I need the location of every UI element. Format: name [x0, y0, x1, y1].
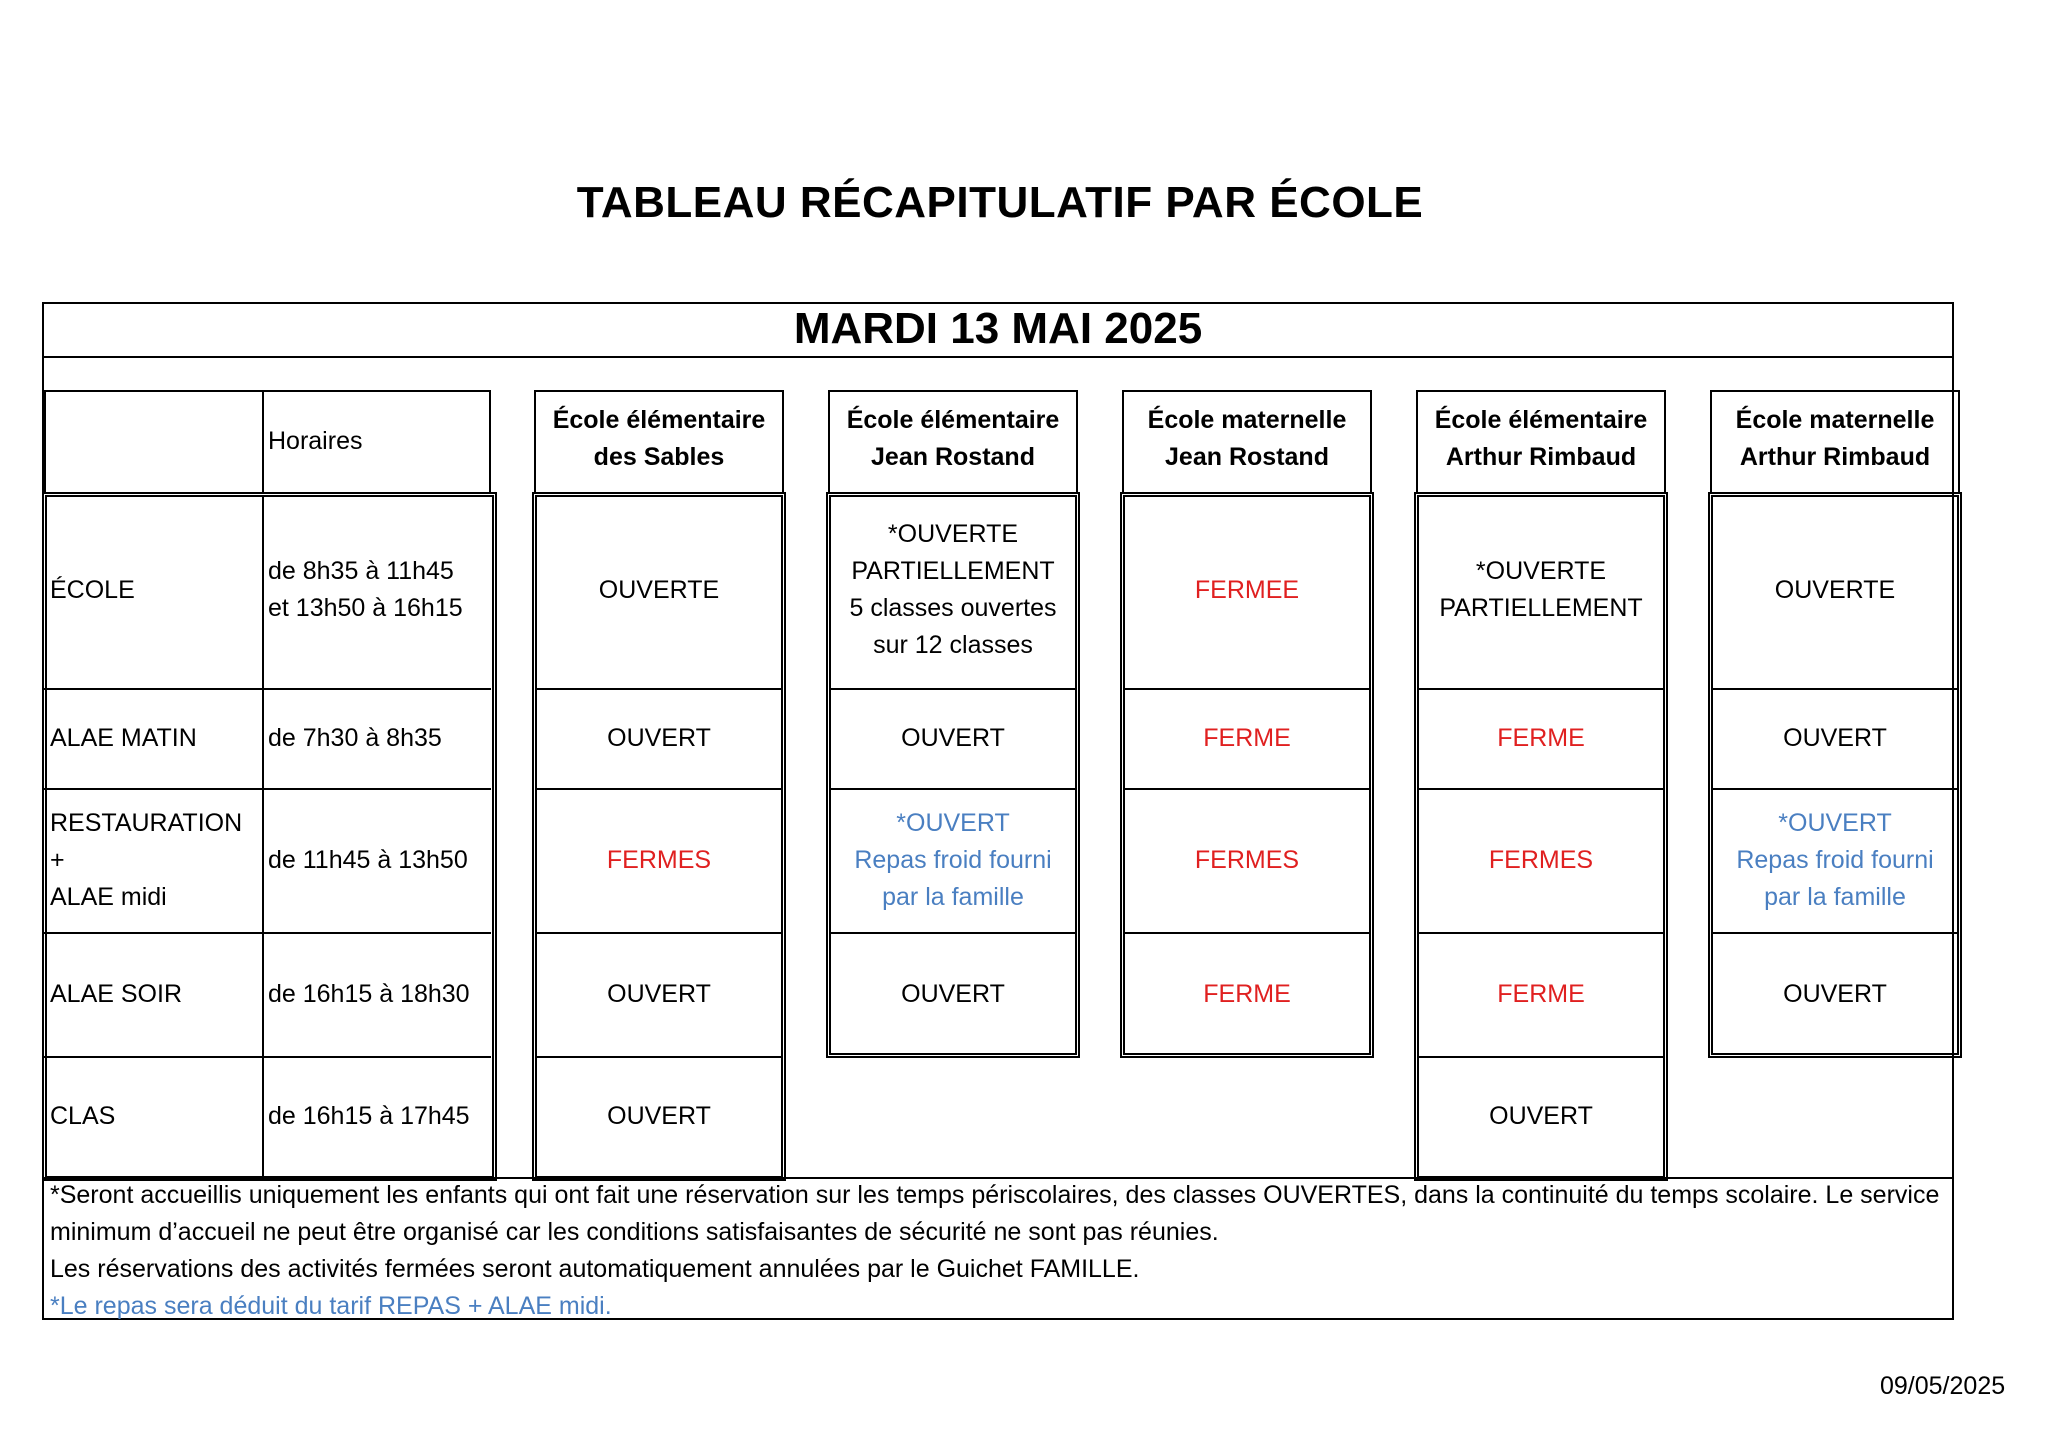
status-cell	[534, 1056, 784, 1177]
status-text: FERMES	[606, 845, 712, 874]
footer-notes	[44, 1177, 1949, 1325]
date-heading: MARDI 13 MAI 2025	[793, 304, 1203, 353]
status-cell	[534, 932, 784, 1056]
status-cell	[1710, 492, 1960, 688]
footer-note-cancellation: Les réservations des activités fermées seront automatiquement annulées par le Guichet FAMILLE.	[50, 1255, 1140, 1283]
status-text: OUVERT	[607, 723, 711, 752]
status-cell	[1416, 688, 1666, 788]
status-text: *OUVERT Repas froid fourni par la famille	[854, 808, 1052, 911]
status-cell	[534, 788, 784, 932]
school-name-text: École élémentaire Arthur Rimbaud	[1434, 406, 1648, 471]
status-text: FERMEE	[1194, 575, 1300, 604]
hours-label-text: de 16h15 à 17h45	[268, 1102, 470, 1130]
status-cell	[828, 688, 1078, 788]
footer-note-meal: *Le repas sera déduit du tarif REPAS + ALAE midi.	[50, 1292, 612, 1320]
school-name	[828, 390, 1078, 488]
status-cell	[1710, 688, 1960, 788]
horaires-header	[262, 390, 491, 492]
hours-label	[262, 688, 491, 788]
hours-label-text: de 16h15 à 18h30	[268, 979, 470, 1008]
status-text: *OUVERTE PARTIELLEMENT	[1439, 557, 1643, 622]
activity-label	[44, 492, 262, 688]
activity-label-text: ALAE SOIR	[50, 979, 182, 1008]
horaires-label: Horaires	[268, 426, 363, 455]
status-text: OUVERT	[607, 1102, 711, 1130]
status-text: *OUVERTE PARTIELLEMENT 5 classes ouvertes sur 12 classes	[849, 520, 1057, 659]
status-cell	[1416, 492, 1666, 688]
status-cell	[828, 788, 1078, 932]
activity-label-text: CLAS	[50, 1102, 116, 1130]
status-cell	[1416, 788, 1666, 932]
status-text: OUVERTE	[1774, 575, 1896, 604]
activity-label-text: ALAE MATIN	[50, 723, 197, 752]
school-name-text: École élémentaire des Sables	[552, 406, 766, 471]
status-text: OUVERT	[1489, 1102, 1593, 1130]
page-title: TABLEAU RÉCAPITULATIF PAR ÉCOLE	[576, 178, 1424, 227]
status-cell	[1122, 688, 1372, 788]
activity-label-text: RESTAURATION + ALAE midi	[50, 808, 243, 911]
status-cell	[1710, 932, 1960, 1056]
hours-label	[262, 492, 491, 688]
hours-label-text: de 7h30 à 8h35	[268, 723, 442, 752]
hours-label-text: de 11h45 à 13h50	[268, 845, 468, 874]
status-text: OUVERTE	[598, 575, 720, 604]
school-name	[1122, 390, 1372, 488]
status-cell	[1122, 788, 1372, 932]
status-text: OUVERT	[607, 979, 711, 1008]
hours-label	[262, 932, 491, 1056]
status-cell	[534, 492, 784, 688]
status-text: OUVERT	[901, 723, 1005, 752]
activity-label	[44, 932, 262, 1056]
school-name	[1416, 390, 1666, 488]
school-name-text: École maternelle Jean Rostand	[1147, 406, 1347, 471]
footer-note-reservation: *Seront accueillis uniquement les enfants qui ont fait une réservation sur les temps périscolaires, des classes OUVERTES, dans la continuité du temps scolaire. Le service minimum d’accueil ne peut être organisé car les conditions satisfaisantes de sécurité ne sont pas réunies.	[50, 1181, 1940, 1246]
hours-label-text: de 8h35 à 11h45 et 13h50 à 16h15	[268, 557, 463, 622]
status-text: FERME	[1497, 979, 1585, 1008]
status-text: FERME	[1497, 723, 1585, 752]
status-cell	[1416, 1056, 1666, 1177]
status-cell	[1122, 492, 1372, 688]
status-text: OUVERT	[1783, 979, 1887, 1008]
school-name	[1710, 390, 1960, 488]
hours-label	[262, 788, 491, 932]
status-cell	[828, 932, 1078, 1056]
school-name	[534, 390, 784, 488]
status-cell	[1416, 932, 1666, 1056]
status-text: OUVERT	[1783, 723, 1887, 752]
status-text: FERME	[1203, 723, 1291, 752]
status-text: FERME	[1203, 979, 1291, 1008]
status-cell	[828, 492, 1078, 688]
status-text: *OUVERT Repas froid fourni par la famille	[1736, 808, 1934, 911]
status-text: FERMES	[1194, 845, 1300, 874]
activity-label	[44, 1056, 262, 1177]
date-heading-divider	[42, 356, 1954, 358]
school-name-text: École élémentaire Jean Rostand	[846, 406, 1060, 471]
document-date: 09/05/2025	[1880, 1372, 2006, 1400]
status-text: FERMES	[1488, 845, 1594, 874]
status-cell	[1710, 788, 1960, 932]
status-cell	[534, 688, 784, 788]
activity-label	[44, 788, 262, 932]
school-name-text: École maternelle Arthur Rimbaud	[1735, 406, 1935, 471]
status-text: OUVERT	[901, 979, 1005, 1008]
hours-label	[262, 1056, 491, 1177]
status-cell	[1122, 932, 1372, 1056]
activity-label-text: ÉCOLE	[50, 575, 135, 604]
activity-label	[44, 688, 262, 788]
